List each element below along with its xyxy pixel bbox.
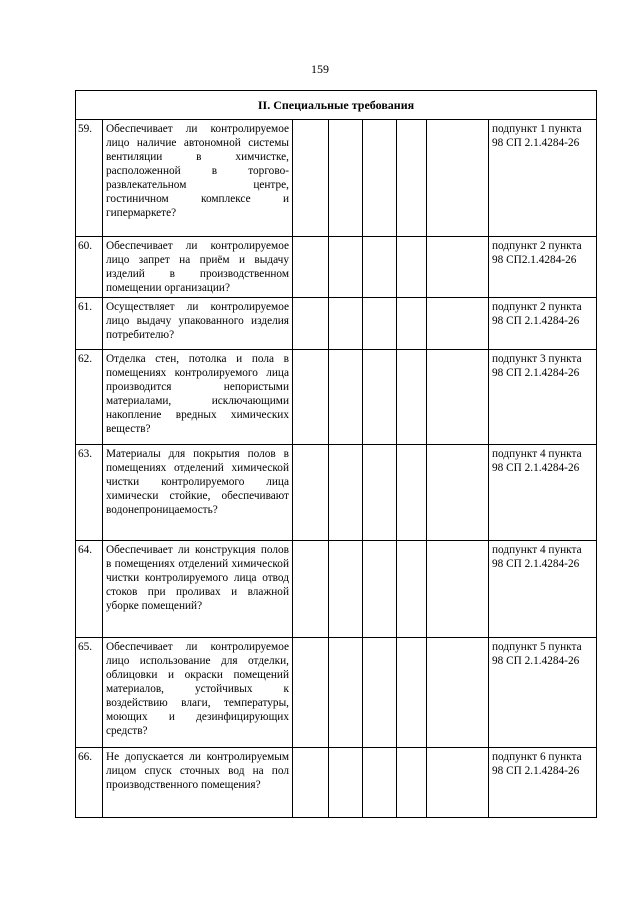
section-header-row bbox=[76, 91, 597, 120]
answer-cell-na bbox=[363, 237, 397, 298]
answer-cell-blank bbox=[397, 638, 427, 748]
answer-cell-na bbox=[363, 120, 397, 237]
answer-cell-no bbox=[329, 445, 363, 541]
row-number: 62. bbox=[76, 350, 103, 445]
answer-cell-na bbox=[363, 638, 397, 748]
notes-cell bbox=[427, 350, 489, 445]
table-body bbox=[76, 91, 597, 818]
answer-cell-no bbox=[329, 541, 363, 638]
answer-cell-no bbox=[329, 748, 363, 818]
reference-text: подпункт 2 пункта 98 СП2.1.4284-26 bbox=[489, 237, 597, 298]
requirements-table bbox=[75, 90, 597, 818]
answer-cell-blank bbox=[397, 445, 427, 541]
page-number: 159 bbox=[311, 62, 329, 76]
table-row bbox=[76, 350, 597, 445]
question-text: Отделка стен, потолка и пола в помещениях контролируемого лица производится непористыми материалами, исключающими накопление вредных химических веществ? bbox=[103, 350, 293, 445]
notes-cell bbox=[427, 748, 489, 818]
table-row bbox=[76, 748, 597, 818]
answer-cell-yes bbox=[293, 120, 329, 237]
answer-cell-yes bbox=[293, 541, 329, 638]
reference-text: подпункт 3 пункта 98 СП 2.1.4284-26 bbox=[489, 350, 597, 445]
notes-cell bbox=[427, 237, 489, 298]
question-text: Обеспечивает ли контролируемое лицо использование для отделки, облицовки и окраски помещений материалов, устойчивых к воздействию влаги, температуры, моющих и дезинфицирующих средств? bbox=[103, 638, 293, 748]
reference-text: подпункт 2 пункта 98 СП 2.1.4284-26 bbox=[489, 298, 597, 350]
row-number: 64. bbox=[76, 541, 103, 638]
table-row bbox=[76, 541, 597, 638]
table-row bbox=[76, 120, 597, 237]
answer-cell-na bbox=[363, 748, 397, 818]
question-text: Осуществляет ли контролируемое лицо выдачу упакованного изделия потребителю? bbox=[103, 298, 293, 350]
answer-cell-yes bbox=[293, 638, 329, 748]
notes-cell bbox=[427, 120, 489, 237]
answer-cell-yes bbox=[293, 445, 329, 541]
answer-cell-no bbox=[329, 638, 363, 748]
answer-cell-yes bbox=[293, 350, 329, 445]
table-row bbox=[76, 445, 597, 541]
reference-text: подпункт 4 пункта 98 СП 2.1.4284-26 bbox=[489, 445, 597, 541]
row-number: 63. bbox=[76, 445, 103, 541]
reference-text: подпункт 5 пункта 98 СП 2.1.4284-26 bbox=[489, 638, 597, 748]
reference-text: подпункт 6 пункта 98 СП 2.1.4284-26 bbox=[489, 748, 597, 818]
notes-cell bbox=[427, 445, 489, 541]
answer-cell-no bbox=[329, 237, 363, 298]
row-number: 61. bbox=[76, 298, 103, 350]
answer-cell-no bbox=[329, 350, 363, 445]
answer-cell-blank bbox=[397, 748, 427, 818]
row-number: 59. bbox=[76, 120, 103, 237]
notes-cell bbox=[427, 638, 489, 748]
question-text: Обеспечивает ли контролируемое лицо запрет на приём и выдачу изделий в производственном помещении организации? bbox=[103, 237, 293, 298]
table-row bbox=[76, 237, 597, 298]
section-title: II. Специальные требования bbox=[76, 91, 597, 120]
question-text: Обеспечивает ли контролируемое лицо наличие автономной системы вентиляции в химчистке, расположенной в торгово-развлекательном центре, гостиничном комплексе и гипермаркете? bbox=[103, 120, 293, 237]
question-text: Не допускается ли контролируемым лицом спуск сточных вод на пол производственного помещения? bbox=[103, 748, 293, 818]
notes-cell bbox=[427, 298, 489, 350]
row-number: 66. bbox=[76, 748, 103, 818]
answer-cell-blank bbox=[397, 237, 427, 298]
answer-cell-yes bbox=[293, 298, 329, 350]
row-number: 60. bbox=[76, 237, 103, 298]
answer-cell-na bbox=[363, 541, 397, 638]
answer-cell-na bbox=[363, 445, 397, 541]
reference-text: подпункт 4 пункта 98 СП 2.1.4284-26 bbox=[489, 541, 597, 638]
table-row bbox=[76, 298, 597, 350]
notes-cell bbox=[427, 541, 489, 638]
question-text: Материалы для покрытия полов в помещениях отделений химической чистки контролируемого лица химически стойкие, обеспечивают водонепроницаемость? bbox=[103, 445, 293, 541]
answer-cell-blank bbox=[397, 350, 427, 445]
answer-cell-blank bbox=[397, 298, 427, 350]
answer-cell-yes bbox=[293, 237, 329, 298]
answer-cell-no bbox=[329, 120, 363, 237]
answer-cell-blank bbox=[397, 120, 427, 237]
reference-text: подпункт 1 пункта 98 СП 2.1.4284-26 bbox=[489, 120, 597, 237]
answer-cell-blank bbox=[397, 541, 427, 638]
row-number: 65. bbox=[76, 638, 103, 748]
answer-cell-na bbox=[363, 298, 397, 350]
question-text: Обеспечивает ли конструкция полов в помещениях отделений химической чистки контролируемого лица отвод стоков при проливах и влажной уборке помещений? bbox=[103, 541, 293, 638]
answer-cell-yes bbox=[293, 748, 329, 818]
table-row bbox=[76, 638, 597, 748]
answer-cell-na bbox=[363, 350, 397, 445]
answer-cell-no bbox=[329, 298, 363, 350]
